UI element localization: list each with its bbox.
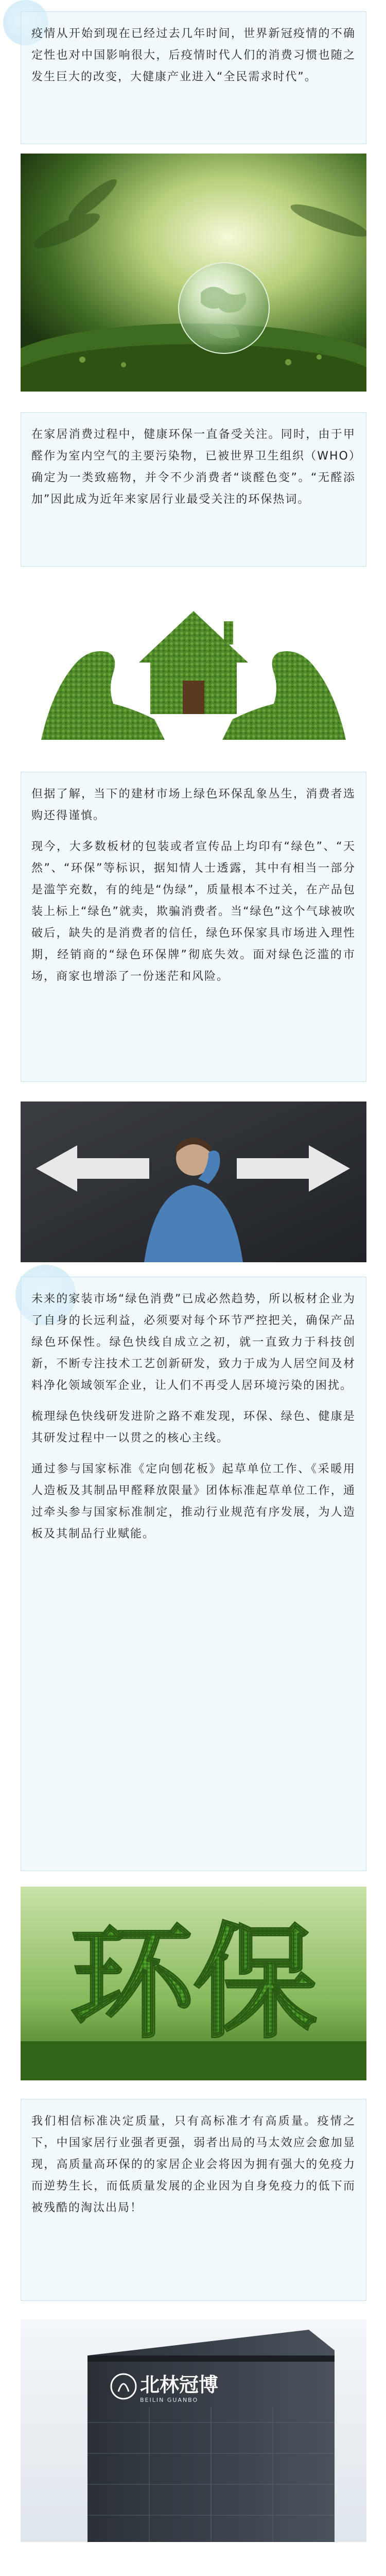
section-2-text-box	[21, 772, 366, 1082]
globe-moss-image	[21, 154, 366, 392]
green-hands-house-illustration	[21, 585, 366, 748]
section-2-paragraph-2: 现今，大多数板材的包装或者宣传品上均印有“绿色”、“天然”、“环保”等标识，据知情人士透露，其中有相当一部分是滥竽充数，有的纯是“伪绿”，质量根本不过关，在产品包装上标上“绿色”就卖，欺骗消费者。当“绿色”这个气球被吹破后，缺失的是消费者的信任，绿色环保家具市场进入理性期，经销商的“绿色环保牌”彻底失效。面对绿色泛滥的市场，商家也增添了一份迷茫和风险。	[31, 840, 356, 983]
eco-sign-image	[21, 1887, 366, 2080]
section-1-paragraph: 在家居消费过程中，健康环保一直备受关注。同时，由于甲醛作为室内空气的主要污染物，已被世界卫生组织（WHO）确定为一类致癌物，并令不少消费者“谈醛色变”。“无醛添加”因此成为近年来家居行业最受关注的环保热词。	[31, 428, 356, 506]
section-1-text-box	[21, 412, 366, 567]
intro-paragraph: 疫情从开始到现在已经过去几年时间，世界新冠疫情的不确定性也对中国影响很大，后疫情时代人们的消费习惯也随之发生巨大的改变，大健康产业进入“全民需求时代”。	[31, 27, 356, 83]
man-arrows-image	[21, 1101, 366, 1262]
section-3-paragraph-3: 通过参与国家标准《定向刨花板》起草单位工作、《采暖用人造板及其制品甲醛释放限量》团体标准起草单位工作，通过牵头参与国家标准制定，推动行业规范有序发展，为人造板及其制品行业赋能。	[31, 1463, 356, 1540]
section-2-paragraph-1: 但据了解，当下的建材市场上绿色环保乱象丛生，消费者选购还得谨慎。	[31, 788, 356, 822]
globe-moss-illustration	[21, 154, 366, 392]
company-building-illustration	[21, 2319, 366, 2542]
company-building-image	[21, 2319, 366, 2542]
section-3-paragraph-1: 未来的家装市场“绿色消费”已成必然趋势，所以板材企业为了自身的长远利益，必须要对每个环节严控把关，确保产品绿色环保性。绿色快线自成立之初，就一直致力于科技创新，不断专注技术工艺创新研发，致力于成为人居空间及材料净化领域领军企业，让人们不再受人居环境污染的困扰。	[31, 1293, 356, 1392]
man-arrows-illustration	[21, 1101, 366, 1262]
building-sign-subtext: BEILIN GUANBO	[140, 2397, 199, 2403]
green-hands-house-image	[21, 585, 366, 748]
section-3-text-box	[21, 1277, 366, 1871]
section-4-text-box	[21, 2099, 366, 2301]
building-sign-text: 北林冠博	[140, 2374, 219, 2396]
eco-sign-illustration	[21, 1887, 366, 2080]
section-4-paragraph: 我们相信标准决定质量，只有高标准才有高质量。疫情之下，中国家居行业强者更强，弱者出局的马太效应会愈加显现，高质量高环保的的家居企业会将因为拥有强大的免疫力而逆势生长，而低质量发展的企业因为自身免疫力的低下而被残酷的淘汰出局！	[31, 2115, 356, 2214]
eco-sign-text: 环保	[69, 1911, 318, 2055]
intro-text-box	[21, 11, 366, 144]
section-3-paragraph-2: 梳理绿色快线研发进阶之路不难发现，环保、绿色、健康是其研发过程中一以贯之的核心主线。	[31, 1410, 356, 1445]
